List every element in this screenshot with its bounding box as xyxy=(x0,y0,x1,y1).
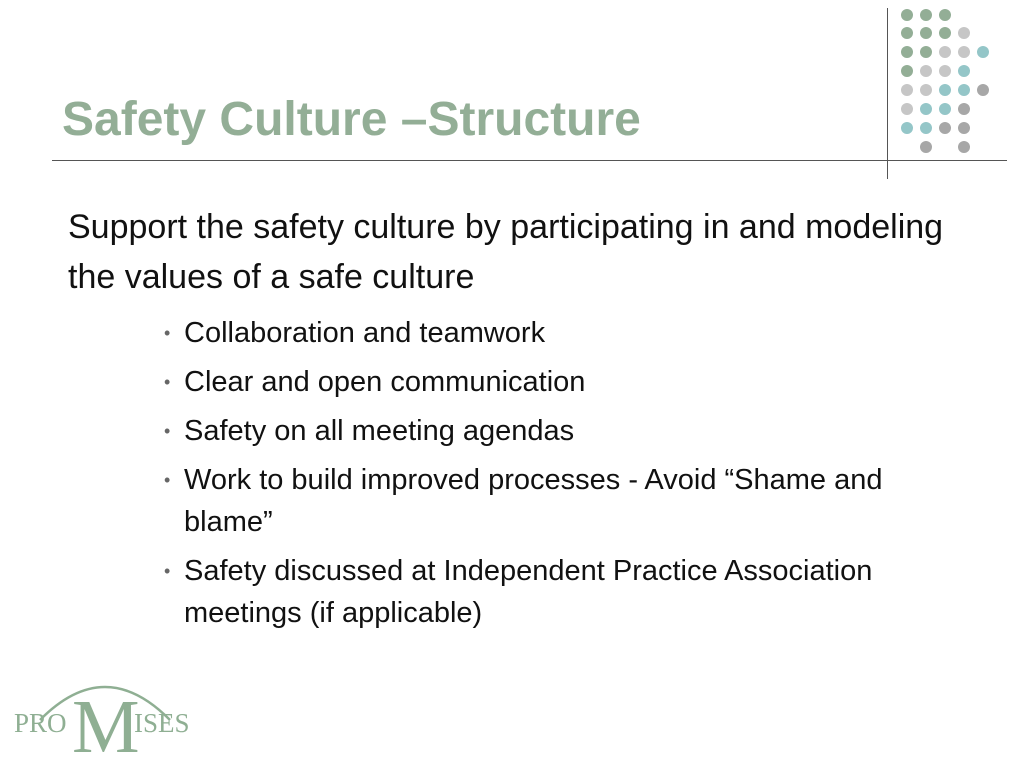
intro-paragraph: Support the safety culture by participating in and modeling the values of a safe culture xyxy=(68,208,944,296)
logo-left-text: PRO xyxy=(14,708,67,738)
bullet-text: Collaboration and teamwork xyxy=(184,317,546,349)
vertical-divider xyxy=(887,8,888,179)
bullet-item xyxy=(160,410,960,452)
bullet-dot-icon: • xyxy=(164,323,171,343)
slide-title: Safety Culture –Structure xyxy=(62,93,641,146)
bullet-dot-icon: • xyxy=(164,372,171,392)
bullet-dot-icon: • xyxy=(164,421,171,441)
bullet-text: Safety discussed at Independent Practice Association meetings (if applicable) xyxy=(184,555,873,629)
decorative-dot-grid xyxy=(0,0,1024,180)
bullet-item xyxy=(160,361,960,403)
bullet-item xyxy=(160,312,960,354)
logo-center-letter: M xyxy=(72,685,140,760)
bullet-item xyxy=(160,550,960,634)
bullet-dot-icon: • xyxy=(164,561,171,581)
bullet-item xyxy=(160,459,960,543)
bullet-text: Work to build improved processes - Avoid “Shame and blame” xyxy=(184,464,883,538)
bullet-text: Safety on all meeting agendas xyxy=(184,415,575,447)
promises-logo xyxy=(10,668,200,760)
bullet-list xyxy=(160,312,960,641)
bullet-dot-icon: • xyxy=(164,470,171,490)
logo-right-text: ISES xyxy=(134,708,190,738)
bullet-text: Clear and open communication xyxy=(184,366,586,398)
title-underline xyxy=(52,160,1007,161)
